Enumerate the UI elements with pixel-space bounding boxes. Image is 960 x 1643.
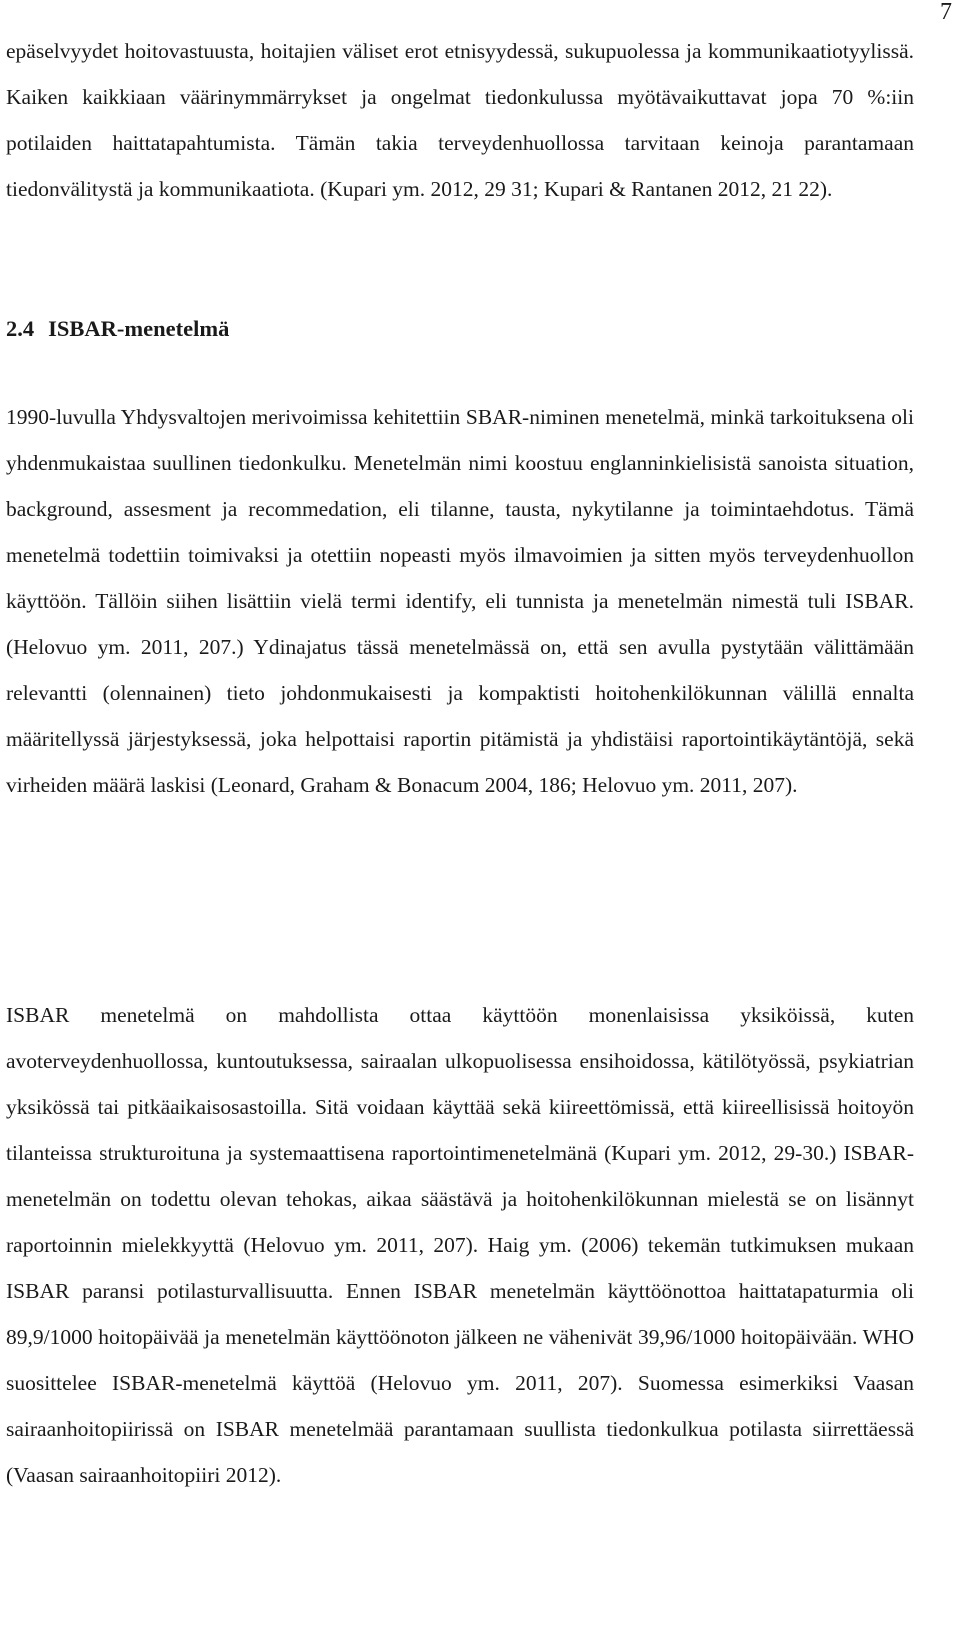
page-number: 7 xyxy=(940,0,952,25)
section-title: ISBAR-menetelmä xyxy=(48,316,230,341)
section-number: 2.4 xyxy=(6,316,35,341)
paragraph-isbar-history: 1990-luvulla Yhdysvaltojen merivoimissa kehitettiin SBAR-niminen menetelmä, minkä tarkoituksena oli yhdenmukaistaa suullinen tiedonkulku. Menetelmän nimi koostuu englanninkielisistä sanoista situation, background, assesment ja recommedation, eli tilanne, tausta, nykytilanne ja toimintaehdotus. Tämä menetelmä todettiin toimivaksi ja otettiin nopeasti myös ilmavoimien ja sitten myös terveydenhuollon käyttöön. Tällöin siihen lisättiin vielä termi identify, eli tunnista ja menetelmän nimestä tuli ISBAR. (Helovuo ym. 2011, 207.) Ydinajatus tässä menetelmässä on, että sen avulla pystytään välittämään relevantti (olennainen) tieto johdonmukaisesti ja kompaktisti hoitohenkilökunnan välillä ennalta määritellyssä järjestyksessä, joka helpottaisi raportin pitämistä ja yhdistäisi raportointikäytäntöjä, sekä virheiden määrä laskisi (Leonard, Graham & Bonacum 2004, 186; Helovuo ym. 2011, 207). xyxy=(6,405,914,797)
paragraph-isbar-usage: ISBAR menetelmä on mahdollista ottaa käyttöön monenlaisissa yksiköissä, kuten avoterveydenhuollossa, kuntoutuksessa, sairaalan ulkopuolisessa ensihoidossa, kätilötyössä, psykiatrian yksikössä tai pitkäaikaisosastoilla. Sitä voidaan käyttää sekä kiireettömissä, että kiireellisissä hoitoyön tilanteissa strukturoituna ja systemaattisena raportointimenetelmänä (Kupari ym. 2012, 29-30.) ISBAR-menetelmän on todettu olevan tehokas, aikaa säästävä ja hoitohenkilökunnan mielestä se on lisännyt raportoinnin mielekkyyttä (Helovuo ym. 2011, 207). Haig ym. (2006) tekemän tutkimuksen mukaan ISBAR paransi potilasturvallisuutta. Ennen ISBAR menetelmän käyttöönottoa haittatapaturmia oli 89,9/1000 hoitopäivää ja menetelmän käyttöönoton jälkeen ne vähenivät 39,96/1000 hoitopäivään. WHO suosittelee ISBAR-menetelmä käyttöä (Helovuo ym. 2011, 207). Suomessa esimerkiksi Vaasan sairaanhoitopiirissä on ISBAR menetelmää parantamaan suullista tiedonkulkua potilasta siirrettäessä (Vaasan sairaanhoitopiiri 2012). xyxy=(6,1003,914,1487)
section-heading xyxy=(6,312,229,346)
paragraph-tiedonkulku: epäselvyydet hoitovastuusta, hoitajien väliset erot etnisyydessä, sukupuolessa ja kommunikaatiotyylissä. Kaiken kaikkiaan väärinymmärrykset ja ongelmat tiedonkulussa myötävaikuttavat jopa 70 %:iin potilaiden haittatapahtumista. Tämän takia terveydenhuollossa tarvitaan keinoja parantamaan tiedonvälitystä ja kommunikaatiota. (Kupari ym. 2012, 29 31; Kupari & Rantanen 2012, 21 22). xyxy=(6,39,914,201)
